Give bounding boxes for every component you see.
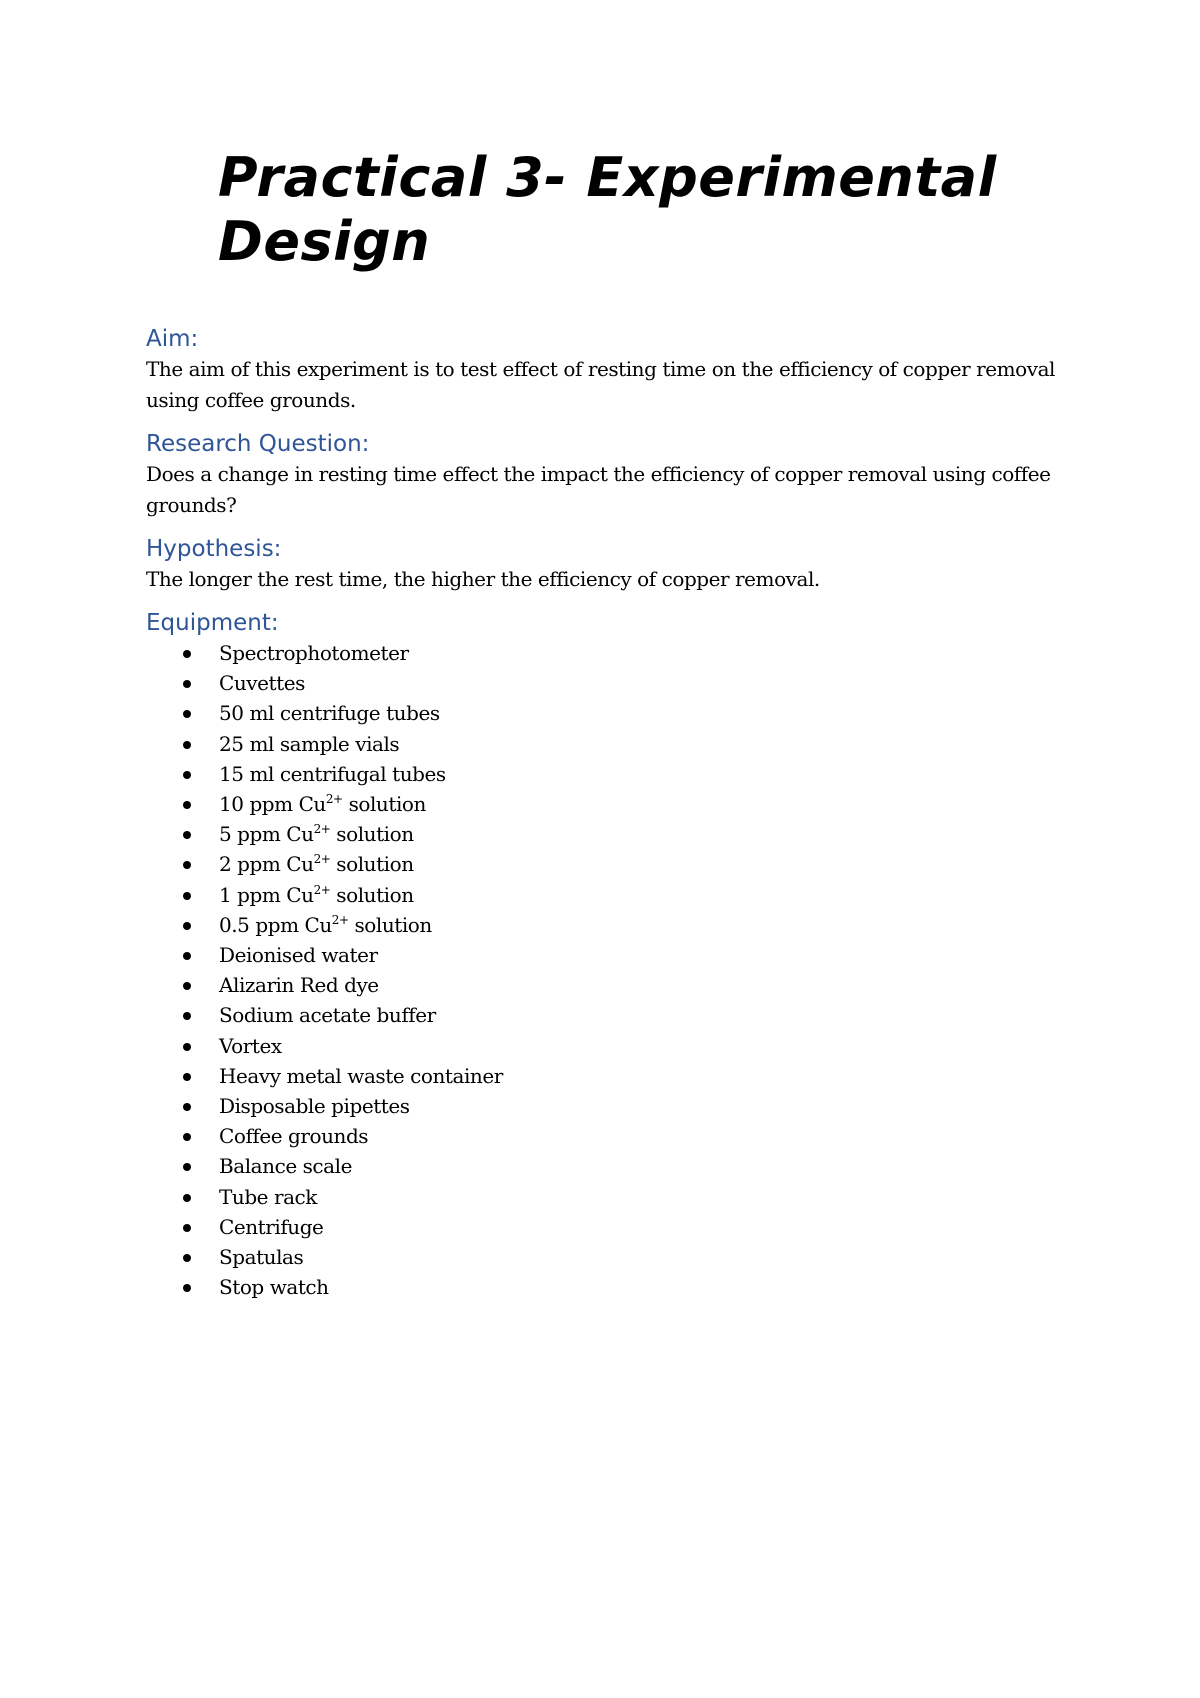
equipment-item-label: Spectrophotometer: [219, 641, 409, 665]
bullet-icon: [183, 1103, 191, 1111]
equipment-item: [146, 1031, 1076, 1061]
equipment-item-label: Alizarin Red dye: [219, 973, 379, 998]
equipment-item-label: Centrifuge: [219, 1214, 324, 1239]
ion-charge-superscript: 2+: [331, 912, 349, 927]
bullet-icon: [183, 1224, 191, 1232]
equipment-item-suffix: solution: [330, 882, 414, 907]
bullet-icon: [183, 801, 191, 809]
research-question-heading: Research Question:: [146, 431, 370, 457]
equipment-item-suffix: solution: [342, 792, 426, 817]
research-question-section: [146, 429, 1076, 521]
equipment-item: [146, 638, 1076, 668]
bullet-icon: [183, 650, 191, 658]
equipment-item: [146, 759, 1076, 789]
equipment-list: [146, 638, 1076, 1302]
equipment-item-label: Vortex: [219, 1033, 282, 1058]
equipment-item-label: Sodium acetate buffer: [219, 1003, 436, 1028]
page-title: Practical 3- Experimental Design: [218, 146, 997, 273]
equipment-item-suffix: solution: [348, 912, 432, 937]
equipment-item: [146, 1242, 1076, 1272]
aim-text: The aim of this experiment is to test effect of resting time on the efficiency of copper removal using coffee grounds.: [146, 357, 1055, 412]
equipment-item: [146, 1182, 1076, 1212]
bullet-icon: [183, 1284, 191, 1292]
equipment-item-label: Spatulas: [219, 1245, 304, 1270]
bullet-icon: [183, 831, 191, 839]
bullet-icon: [183, 982, 191, 990]
bullet-icon: [183, 710, 191, 718]
bullet-icon: [183, 892, 191, 900]
research-question-text: Does a change in resting time effect the impact the efficiency of copper removal using coffee grounds?: [146, 462, 1051, 517]
bullet-icon: [183, 1254, 191, 1262]
equipment-item: [146, 1091, 1076, 1121]
bullet-icon: [183, 922, 191, 930]
equipment-item: [146, 1212, 1076, 1242]
hypothesis-text: The longer the rest time, the higher the efficiency of copper removal.: [146, 567, 820, 591]
hypothesis-heading: Hypothesis:: [146, 536, 282, 562]
equipment-item-label: 15 ml centrifugal tubes: [219, 761, 446, 786]
aim-heading: Aim:: [146, 326, 199, 352]
equipment-item-label: Balance scale: [219, 1154, 352, 1179]
equipment-item: [146, 668, 1076, 698]
equipment-item: [146, 729, 1076, 759]
equipment-item: [146, 1151, 1076, 1181]
ion-charge-superscript: 2+: [313, 882, 331, 897]
equipment-item-label: 0.5 ppm Cu: [219, 912, 332, 937]
equipment-item: [146, 1061, 1076, 1091]
equipment-item-suffix: solution: [330, 852, 414, 877]
equipment-item: [146, 1272, 1076, 1302]
hypothesis-section: [146, 534, 1076, 595]
equipment-item: [146, 880, 1076, 910]
bullet-icon: [183, 861, 191, 869]
bullet-icon: [183, 1012, 191, 1020]
equipment-item: [146, 940, 1076, 970]
equipment-item: [146, 910, 1076, 940]
ion-charge-superscript: 2+: [325, 792, 343, 807]
bullet-icon: [183, 1163, 191, 1171]
bullet-icon: [183, 741, 191, 749]
equipment-item-label: Disposable pipettes: [219, 1094, 410, 1119]
ion-charge-superscript: 2+: [313, 852, 331, 867]
equipment-heading: Equipment:: [146, 610, 279, 636]
bullet-icon: [183, 680, 191, 688]
equipment-item-label: Deionised water: [219, 943, 378, 968]
equipment-item: [146, 1121, 1076, 1151]
equipment-item-label: Heavy metal waste container: [219, 1063, 503, 1088]
equipment-item-label: 1 ppm Cu: [219, 882, 314, 907]
equipment-item: [146, 849, 1076, 879]
equipment-item-label: 5 ppm Cu: [219, 822, 314, 847]
equipment-section: [146, 608, 1076, 1302]
equipment-item-label: 10 ppm Cu: [219, 792, 326, 817]
equipment-item: [146, 970, 1076, 1000]
equipment-item: [146, 789, 1076, 819]
equipment-item-label: Stop watch: [219, 1275, 329, 1300]
bullet-icon: [183, 1043, 191, 1051]
equipment-item: [146, 1000, 1076, 1030]
equipment-item-label: Coffee grounds: [219, 1124, 369, 1149]
ion-charge-superscript: 2+: [313, 822, 331, 837]
bullet-icon: [183, 952, 191, 960]
equipment-item-label: 25 ml sample vials: [219, 731, 400, 756]
equipment-item: [146, 819, 1076, 849]
bullet-icon: [183, 1073, 191, 1081]
document-body: [146, 324, 1076, 1315]
equipment-item: [146, 698, 1076, 728]
bullet-icon: [183, 1133, 191, 1141]
equipment-item-label: Tube rack: [219, 1184, 317, 1209]
equipment-item-suffix: solution: [330, 822, 414, 847]
equipment-item-label: 2 ppm Cu: [219, 852, 314, 877]
aim-section: [146, 324, 1076, 416]
equipment-item-label: 50 ml centrifuge tubes: [219, 701, 440, 726]
bullet-icon: [183, 1194, 191, 1202]
equipment-item-label: Cuvettes: [219, 671, 305, 696]
bullet-icon: [183, 771, 191, 779]
